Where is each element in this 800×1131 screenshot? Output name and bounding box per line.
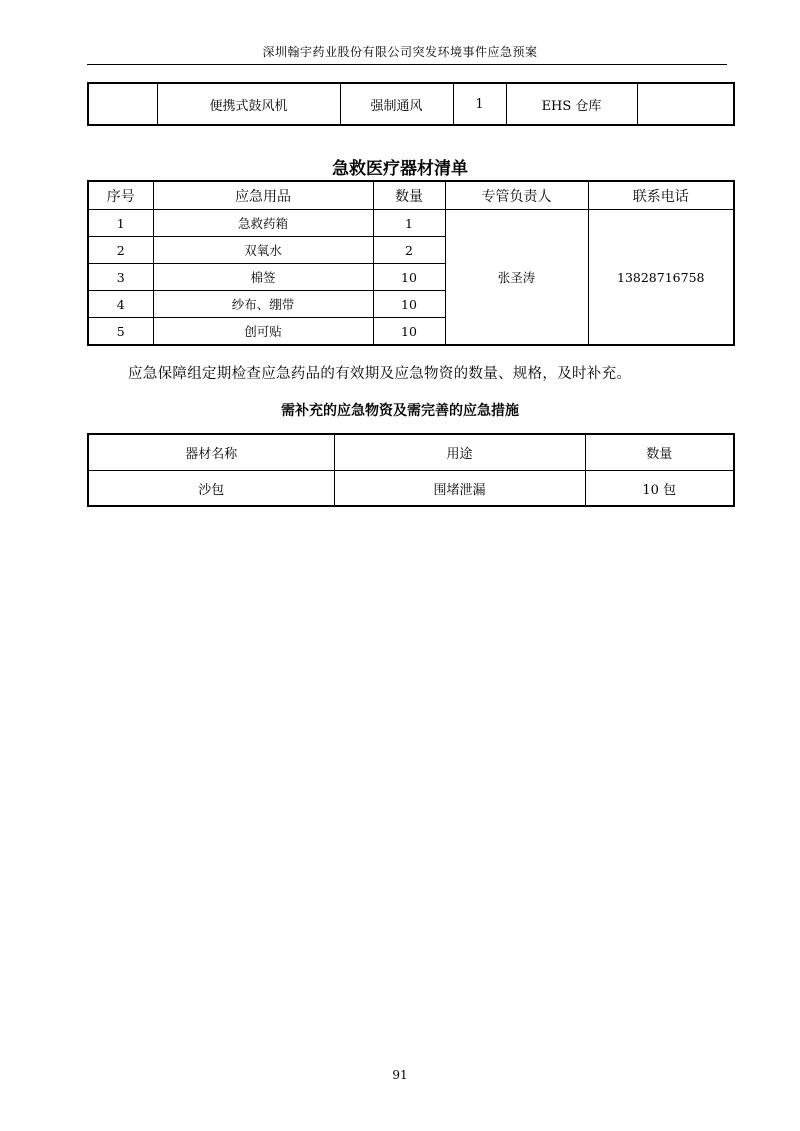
table-header-row: [88, 181, 734, 210]
row-number: 4: [88, 291, 153, 318]
medical-equipment-table: [87, 180, 735, 346]
table-cell: [88, 83, 157, 125]
item-quantity: 10: [373, 291, 445, 318]
column-header: 应急用品: [153, 181, 373, 210]
item-name: 棉签: [153, 264, 373, 291]
page-number: 91: [392, 1068, 408, 1082]
row-number: 2: [88, 237, 153, 264]
column-header: 数量: [373, 181, 445, 210]
column-header: 序号: [88, 181, 153, 210]
row-number: 3: [88, 264, 153, 291]
item-quantity: 10: [373, 264, 445, 291]
document-header-title: 深圳翰宇药业股份有限公司突发环境事件应急预案: [262, 45, 538, 59]
table-cell: 便携式鼓风机: [157, 83, 340, 125]
table-cell: EHS 仓库: [506, 83, 637, 125]
item-name: 创可贴: [153, 318, 373, 346]
medical-equipment-title: 急救医疗器材清单: [332, 159, 468, 179]
maintenance-note: 应急保障组定期检查应急药品的有效期及应急物资的数量、规格，及时补充。: [128, 366, 632, 382]
item-quantity: 10: [373, 318, 445, 346]
table-cell: 1: [453, 83, 506, 125]
table-cell: 强制通风: [340, 83, 453, 125]
supply-needs-table: [87, 433, 735, 507]
table-cell: [637, 83, 734, 125]
row-number: 1: [88, 210, 153, 237]
table-header-row: [88, 434, 734, 471]
column-header: 器材名称: [88, 434, 334, 471]
column-header: 联系电话: [588, 181, 734, 210]
table-row: [88, 210, 734, 237]
column-header: 专管负责人: [445, 181, 588, 210]
equipment-quantity: 10 包: [585, 471, 734, 507]
manager-name: 张圣涛: [445, 210, 588, 346]
equipment-name: 沙包: [88, 471, 334, 507]
row-number: 5: [88, 318, 153, 346]
table-row: [88, 83, 734, 125]
item-quantity: 2: [373, 237, 445, 264]
supply-needs-title: 需补充的应急物资及需完善的应急措施: [281, 403, 519, 419]
column-header: 用途: [334, 434, 585, 471]
equipment-use: 围堵泄漏: [334, 471, 585, 507]
item-name: 急救药箱: [153, 210, 373, 237]
item-name: 双氧水: [153, 237, 373, 264]
equipment-table-continued: [87, 82, 735, 126]
header-divider: [87, 64, 727, 65]
item-name: 纱布、绷带: [153, 291, 373, 318]
contact-phone: 13828716758: [588, 210, 734, 346]
column-header: 数量: [585, 434, 734, 471]
item-quantity: 1: [373, 210, 445, 237]
table-row: [88, 471, 734, 507]
